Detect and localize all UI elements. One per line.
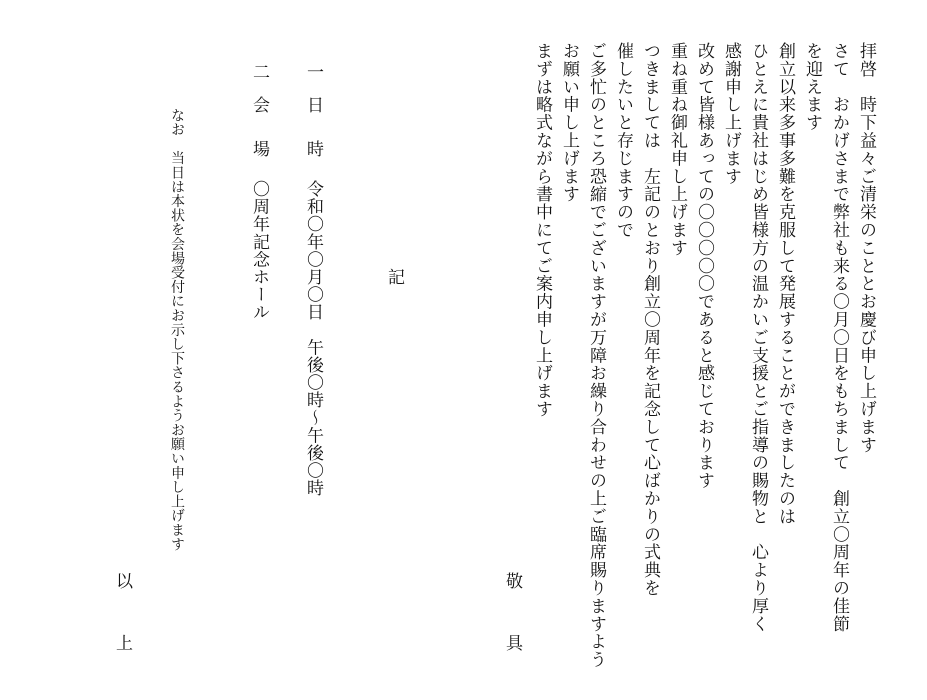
letter-line: 催したいと存じますので bbox=[613, 42, 633, 239]
notice-item-value: 令和〇年〇月〇日 午後〇時～午後〇時 bbox=[303, 180, 323, 497]
notice-item-label: 会 場 bbox=[249, 96, 269, 162]
notice-end: 以 上 bbox=[112, 572, 132, 665]
letter-line: まずは略式ながら書中にてご案内申し上げます bbox=[532, 42, 552, 418]
notice-note: なお 当日は本状を会場受付にお示し下さるようお願い申し上げます bbox=[169, 108, 185, 552]
letter-line: つきましては 左記のとおり創立〇周年を記念して心ばかりの式典を bbox=[640, 42, 660, 597]
notice-item-value: 〇周年記念ホール bbox=[249, 180, 269, 321]
letter-line: 創立以来多事多難を克服して発展することができましたのは bbox=[775, 42, 795, 526]
letter-line: 改めて皆様あっての〇〇〇〇〇であると感じております bbox=[694, 42, 714, 490]
letter-line: ご多忙のところ恐縮でございますが万障お繰り合わせの上ご臨席賜りますよう bbox=[586, 42, 606, 669]
notice-heading: 記 bbox=[384, 268, 404, 285]
letter-line: さて おかげさまで弊社も来る〇月〇日をもちまして 創立〇周年の佳節 bbox=[829, 42, 849, 633]
notice-item-label: 日 時 bbox=[303, 96, 323, 162]
letter-line: 感謝申し上げます bbox=[721, 42, 741, 186]
letter-line: 拝啓 時下益々ご清栄のこととお慶び申し上げます bbox=[856, 42, 876, 454]
notice-item-number: 二 bbox=[249, 63, 269, 80]
letter-line: を迎えます bbox=[802, 42, 822, 132]
letter-line: ひとえに貴社はじめ皆様方の温かいご支援とご指導の賜物と 心より厚く bbox=[748, 42, 768, 633]
letter-line: お願い申し上げます bbox=[559, 42, 579, 204]
notice-item-number: 一 bbox=[303, 63, 323, 80]
letter-line: 重ね重ね御礼申し上げます bbox=[667, 42, 687, 257]
letter-closing: 敬 具 bbox=[502, 572, 522, 665]
